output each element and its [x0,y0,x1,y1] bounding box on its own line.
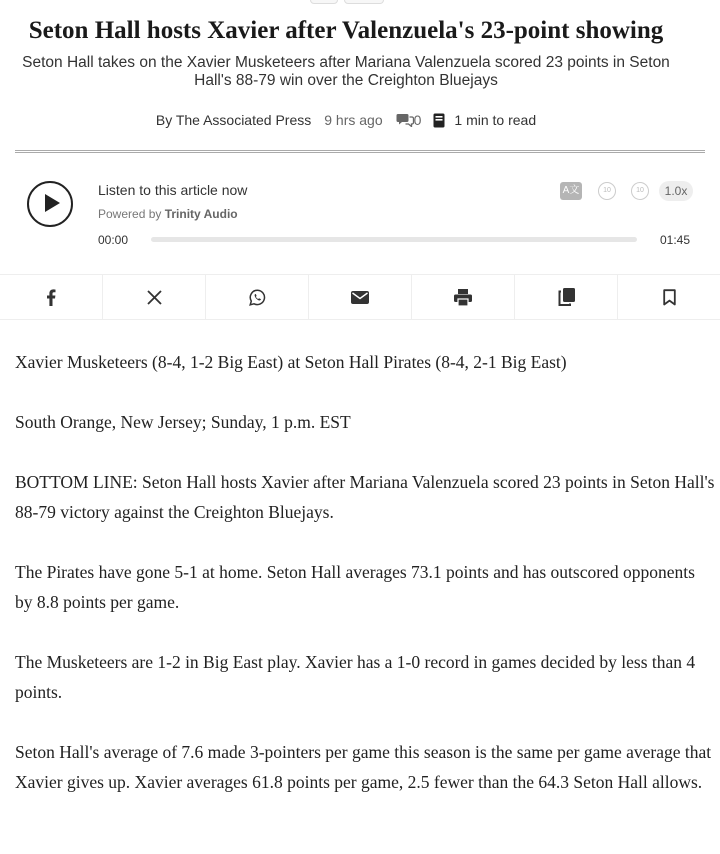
read-time [433,112,536,128]
comment-count: 0 [413,112,422,128]
play-button[interactable] [27,181,73,227]
speed-button[interactable]: 1.0x [659,181,693,201]
article-paragraph: The Pirates have gone 5-1 at home. Seton Hall averages 73.1 points and has outscored opponents by 8.8 points per game. [15,562,695,612]
share-whatsapp[interactable] [206,275,309,319]
comment-icon [396,113,414,127]
tab-stub [310,0,338,4]
copy-icon [558,288,575,306]
author[interactable]: By The Associated Press [155,112,312,128]
read-time-label: 1 min to read [454,112,537,128]
facebook-icon [46,289,56,306]
whatsapp-icon [249,289,266,306]
duration: 01:45 [660,233,691,247]
share-copy[interactable] [515,275,618,319]
share-print[interactable] [412,275,515,319]
article-paragraph: South Orange, New Jersey; Sunday, 1 p.m. EST [15,412,351,432]
share-email[interactable] [309,275,412,319]
x-icon [147,290,162,305]
timestamp: 9 hrs ago [324,112,383,128]
comments-link[interactable] [396,112,422,128]
bookmark-button[interactable] [618,275,720,319]
powered-prefix: Powered by [98,207,162,221]
article-paragraph: BOTTOM LINE: Seton Hall hosts Xavier after Mariana Valenzuela scored 23 points in Seton Hall's 88-79 victory against the Creighton Bluejays. [15,472,715,522]
share-bar [0,274,720,320]
byline [0,112,692,128]
progress-track[interactable] [151,237,637,242]
article-paragraph: Seton Hall's average of 7.6 made 3-pointers per game this season is the same per game average that Xavier gives up. Xavier averages 61.8 points per game, 2.5 fewer than the 64.3 Seton Hall allows. [15,742,712,792]
audio-player [0,165,720,275]
share-facebook[interactable] [0,275,103,319]
print-icon [454,289,472,306]
page-title: Seton Hall hosts Xavier after Valenzuela's 23-point showing [28,17,664,44]
article-paragraph: The Musketeers are 1-2 in Big East play. Xavier has a 1-0 record in games decided by less than 4 points. [15,652,696,702]
article-body [15,347,715,827]
email-icon [351,291,369,304]
top-tab-stubs [310,0,384,4]
current-time: 00:00 [98,233,129,247]
book-icon [433,113,445,128]
tab-stub [344,0,384,4]
skip-forward-icon[interactable]: 10 [631,182,649,200]
audio-brand[interactable]: Trinity Audio [164,207,238,221]
bookmark-icon [663,289,676,306]
translate-icon[interactable]: A文 [560,182,582,200]
header-divider [15,150,705,155]
article-paragraph: Xavier Musketeers (8-4, 1-2 Big East) at Seton Hall Pirates (8-4, 2-1 Big East) [15,352,567,372]
audio-title: Listen to this article now [98,182,248,198]
subheadline: Seton Hall takes on the Xavier Musketeers after Mariana Valenzuela scored 23 points in Seton Hall's 88-79 win over the Creighton Bluejays [22,54,670,89]
skip-back-icon[interactable]: 10 [598,182,616,200]
share-x[interactable] [103,275,206,319]
powered-by [98,207,238,221]
